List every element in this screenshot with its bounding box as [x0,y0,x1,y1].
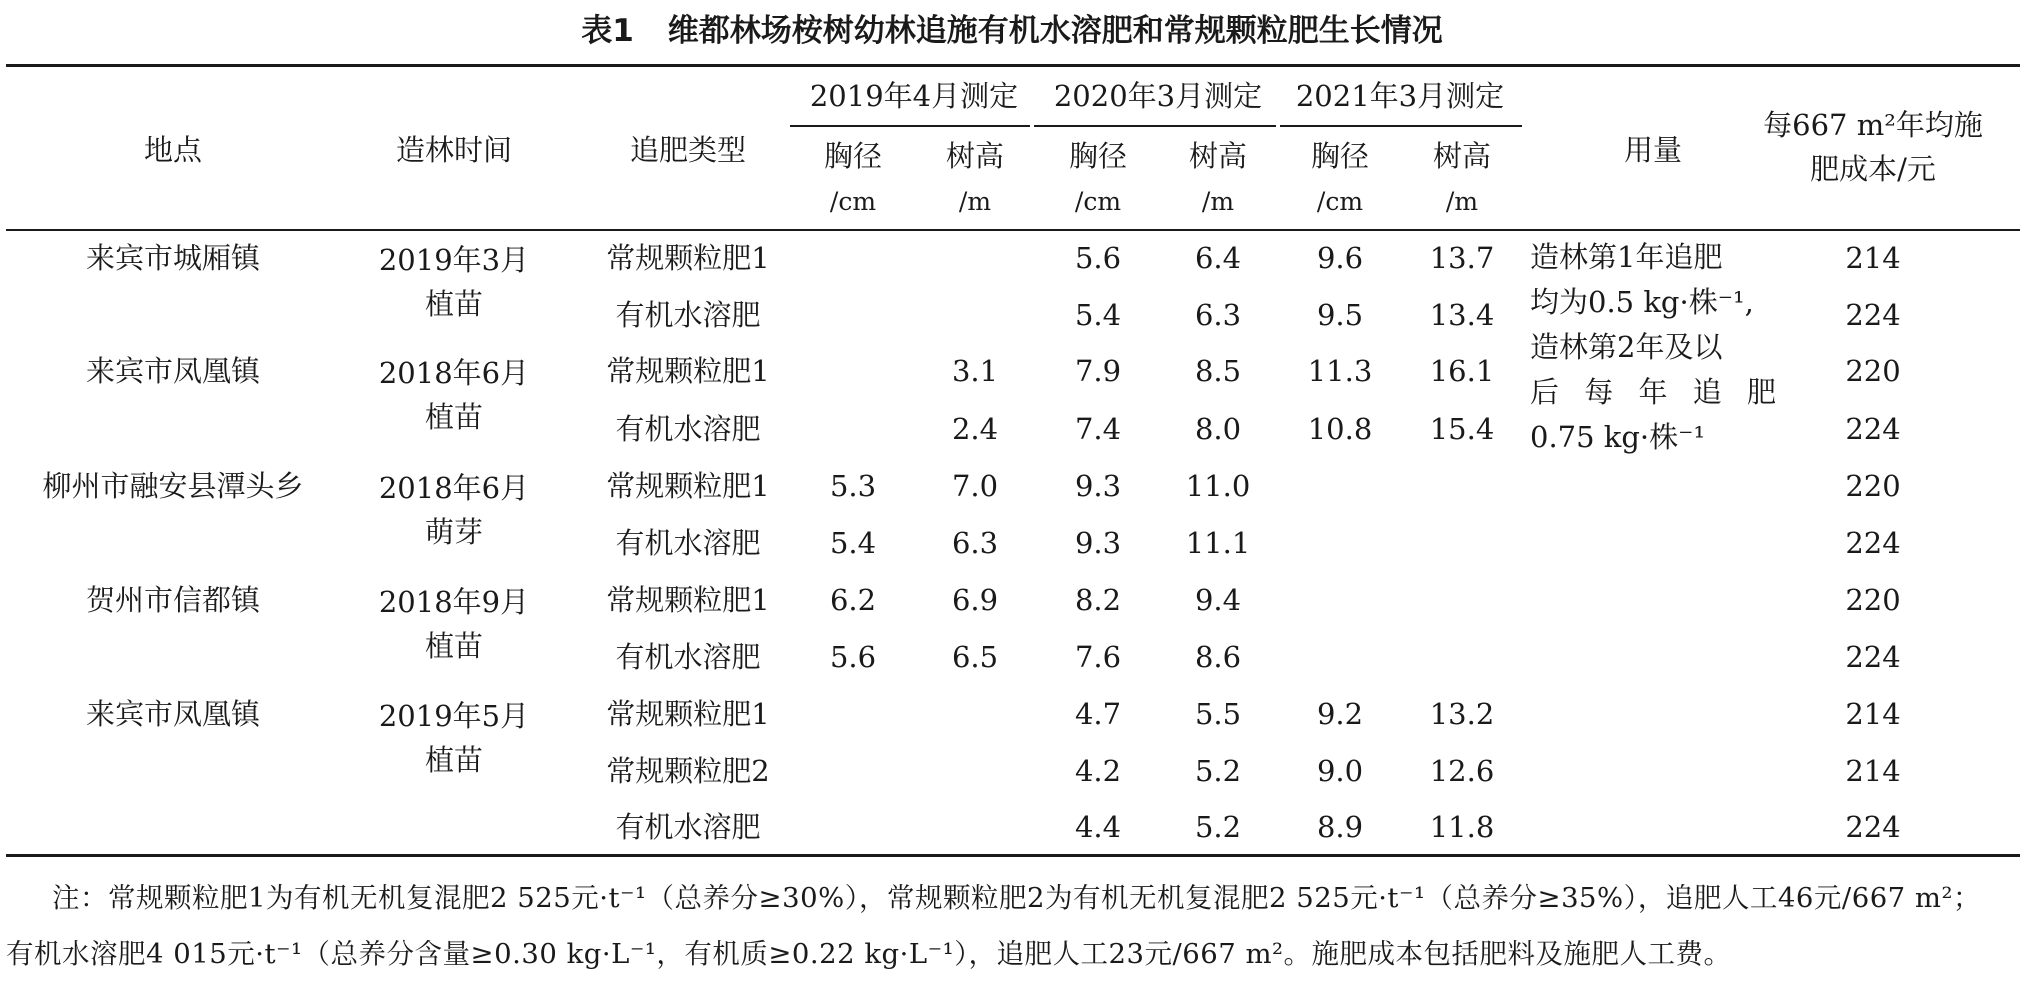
period-subheader-rule [1280,125,1522,127]
height-cell-2021: 11.8 [1429,810,1495,844]
cost-cell: 224 [1845,526,1901,560]
cost-cell: 224 [1845,640,1901,674]
cost-cell: 214 [1845,241,1901,275]
location-cell: 柳州市融安县潭头乡 [42,469,304,503]
height-cell-2020: 5.5 [1194,697,1242,731]
fertilizer-type-cell: 常规颗粒肥1 [606,583,770,617]
header-dbh: 胸径 [1310,139,1369,173]
dbh-cell-2019: 5.3 [829,469,877,503]
dbh-cell-2020: 7.6 [1074,640,1122,674]
cost-cell: 220 [1845,354,1901,388]
dbh-cell-2020: 7.9 [1074,354,1122,388]
height-cell-2021: 12.6 [1429,754,1495,788]
height-cell-2020: 8.5 [1194,354,1242,388]
dbh-cell-2021: 9.5 [1316,298,1364,332]
dbh-cell-2020: 9.3 [1074,526,1122,560]
height-cell-2019: 6.5 [951,640,999,674]
header-usage: 用量 [1623,133,1682,167]
table-note: 有机水溶肥4 015元·t⁻¹（总养分含量≥0.30 kg·L⁻¹，有机质≥0.22 kg·L⁻¹），追肥人工23元/667 m²。施肥成本包括肥料及施肥人工费。 [6,938,1732,970]
header-planting-time: 造林时间 [395,133,512,167]
planting-time-cell: 2018年9月植苗 [378,585,530,663]
height-cell-2021: 13.7 [1429,241,1495,275]
fertilizer-type-cell: 常规颗粒肥1 [606,469,770,503]
cost-cell: 224 [1845,298,1901,332]
table-bottom-rule [6,854,2020,857]
header-height-unit: /m [958,187,992,216]
cost-cell: 224 [1845,412,1901,446]
fertilizer-type-cell: 常规颗粒肥2 [606,754,770,788]
usage-line: 造林第1年追肥 [1530,240,1723,274]
dbh-cell-2019: 5.6 [829,640,877,674]
cost-cell: 220 [1845,583,1901,617]
fertilizer-type-cell: 有机水溶肥 [615,298,761,332]
fertilizer-type-cell: 有机水溶肥 [615,412,761,446]
dbh-cell-2019: 6.2 [829,583,877,617]
height-cell-2020: 11.0 [1185,469,1251,503]
location-cell: 贺州市信都镇 [85,583,260,617]
fertilizer-type-cell: 常规颗粒肥1 [606,354,770,388]
dbh-cell-2020: 5.4 [1074,298,1122,332]
height-cell-2021: 16.1 [1429,354,1495,388]
height-cell-2021: 13.2 [1429,697,1495,731]
dbh-cell-2021: 9.6 [1316,241,1364,275]
header-dbh-unit: /cm [829,187,877,216]
dbh-cell-2020: 8.2 [1074,583,1122,617]
dbh-cell-2020: 4.7 [1074,697,1122,731]
usage-line: 均为0.5 kg·株⁻¹, [1530,285,1754,319]
height-cell-2020: 11.1 [1185,526,1251,560]
height-cell-2020: 9.4 [1194,583,1242,617]
fertilizer-type-cell: 有机水溶肥 [615,640,761,674]
table-top-rule [6,64,2020,67]
header-dbh-unit: /cm [1316,187,1364,216]
height-cell-2020: 6.3 [1194,298,1242,332]
height-cell-2020: 5.2 [1194,810,1242,844]
fertilizer-type-cell: 有机水溶肥 [615,526,761,560]
height-cell-2019: 6.9 [951,583,999,617]
usage-line: 后每年追肥 [1530,375,1776,409]
planting-time-cell: 2019年5月植苗 [378,699,530,777]
planting-time-cell: 2018年6月植苗 [378,356,530,434]
header-bottom-rule [6,229,2020,231]
fertilizer-type-cell: 常规颗粒肥1 [606,697,770,731]
fertilizer-type-cell: 有机水溶肥 [615,810,761,844]
usage-line: 造林第2年及以 [1530,330,1723,364]
header-period: 2021年3月测定 [1295,79,1505,113]
height-cell-2020: 8.0 [1194,412,1242,446]
height-cell-2020: 6.4 [1194,241,1242,275]
header-location: 地点 [143,133,202,167]
dbh-cell-2020: 4.2 [1074,754,1122,788]
table-number: 表1 [581,13,634,49]
cost-cell: 224 [1845,810,1901,844]
location-cell: 来宾市凤凰镇 [85,354,260,388]
height-cell-2021: 15.4 [1429,412,1495,446]
dbh-cell-2020: 5.6 [1074,241,1122,275]
header-period: 2019年4月测定 [809,79,1019,113]
fertilizer-type-cell: 常规颗粒肥1 [606,241,770,275]
height-cell-2020: 5.2 [1194,754,1242,788]
header-height-unit: /m [1201,187,1235,216]
height-cell-2019: 2.4 [951,412,999,446]
height-cell-2021: 13.4 [1429,298,1495,332]
dbh-cell-2019: 5.4 [829,526,877,560]
dbh-cell-2020: 9.3 [1074,469,1122,503]
header-period: 2020年3月测定 [1053,79,1263,113]
period-subheader-rule [1034,125,1276,127]
cost-cell: 220 [1845,469,1901,503]
planting-time-cell: 2019年3月植苗 [378,243,530,321]
cost-cell: 214 [1845,697,1901,731]
header-height: 树高 [945,139,1004,173]
planting-time-cell: 2018年6月萌芽 [378,471,530,549]
height-cell-2019: 3.1 [951,354,999,388]
header-dbh: 胸径 [1068,139,1127,173]
header-height: 树高 [1188,139,1247,173]
table-note: 注：常规颗粒肥1为有机无机复混肥2 525元·t⁻¹（总养分≥30%），常规颗粒肥2为有机无机复混肥2 525元·t⁻¹（总养分≥35%），追肥人工46元/667 m²； [52,882,1982,914]
table-title-text: 维都林场桉树幼林追施有机水溶肥和常规颗粒肥生长情况 [667,13,1443,49]
table-title [0,6,2024,56]
header-dbh-unit: /cm [1074,187,1122,216]
location-cell: 来宾市城厢镇 [85,241,260,275]
dbh-cell-2020: 4.4 [1074,810,1122,844]
header-cost: 每667 m²年均施肥成本/元 [1763,108,1983,186]
height-cell-2020: 8.6 [1194,640,1242,674]
location-cell: 来宾市凤凰镇 [85,697,260,731]
usage-line: 0.75 kg·株⁻¹ [1530,420,1706,454]
header-dbh: 胸径 [823,139,882,173]
period-subheader-rule [790,125,1030,127]
header-fertilizer-type: 追肥类型 [629,133,746,167]
dbh-cell-2021: 9.2 [1316,697,1364,731]
dbh-cell-2021: 10.8 [1307,412,1373,446]
height-cell-2019: 6.3 [951,526,999,560]
header-height: 树高 [1432,139,1491,173]
height-cell-2019: 7.0 [951,469,999,503]
header-height-unit: /m [1445,187,1479,216]
dbh-cell-2020: 7.4 [1074,412,1122,446]
cost-cell: 214 [1845,754,1901,788]
usage-cell [1530,235,1776,460]
dbh-cell-2021: 9.0 [1316,754,1364,788]
dbh-cell-2021: 11.3 [1307,354,1373,388]
dbh-cell-2021: 8.9 [1316,810,1364,844]
